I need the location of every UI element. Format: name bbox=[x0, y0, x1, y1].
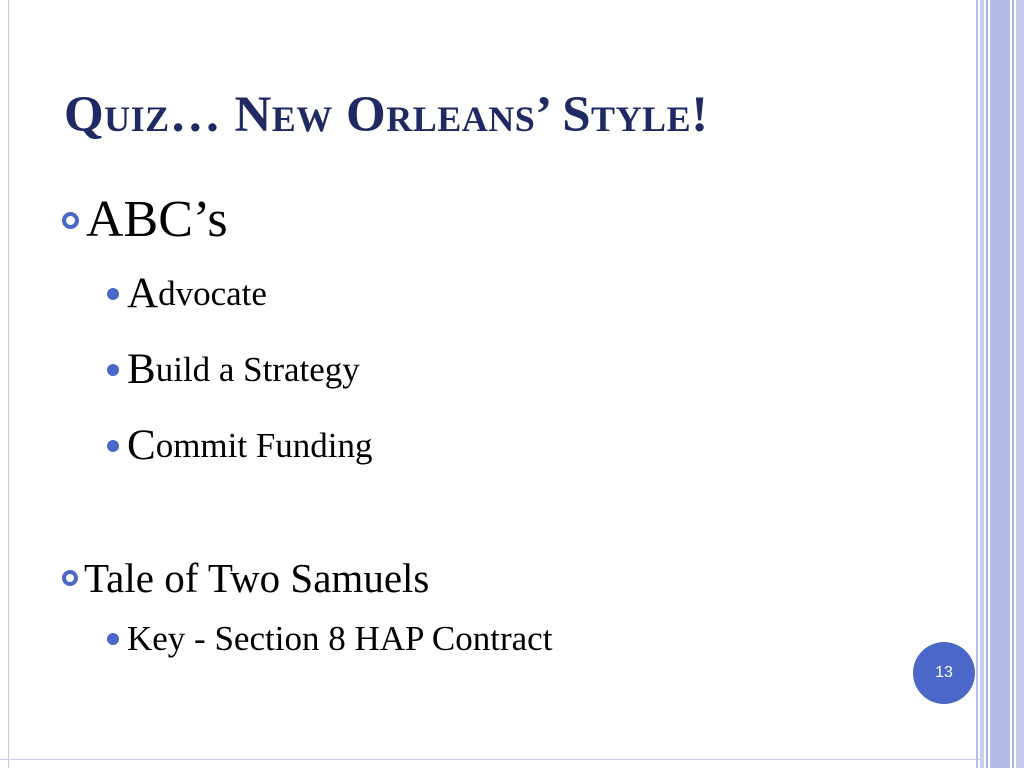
frame-stripe bbox=[1016, 0, 1024, 768]
subbullet-text: dvocate bbox=[158, 274, 267, 313]
subbullet-initial: A bbox=[127, 270, 159, 317]
page-number-badge: 13 bbox=[913, 642, 975, 704]
ring-bullet-icon bbox=[62, 212, 79, 229]
frame-stripe bbox=[986, 0, 988, 768]
slide-title: Quiz… New Orleans’ Style! bbox=[64, 87, 709, 143]
ring-bullet-icon bbox=[62, 570, 78, 586]
left-frame-line bbox=[8, 0, 9, 768]
frame-stripe bbox=[980, 0, 984, 768]
frame-stripe bbox=[1012, 0, 1014, 768]
subbullet-text: ommit Funding bbox=[155, 426, 373, 465]
subbullet-text: uild a Strategy bbox=[155, 350, 360, 389]
subbullet-key-section-8 bbox=[107, 617, 552, 661]
dot-bullet-icon bbox=[107, 288, 119, 300]
dot-bullet-icon bbox=[107, 364, 119, 376]
subbullet-build-strategy bbox=[107, 346, 360, 394]
bullet-abcs bbox=[62, 188, 228, 252]
subbullet-initial: C bbox=[127, 422, 156, 469]
frame-stripe bbox=[990, 0, 1010, 768]
bullet-text: Tale of Two Samuels bbox=[84, 555, 430, 601]
bullet-tale-of-two-samuels bbox=[62, 552, 429, 604]
frame-stripe bbox=[976, 0, 978, 768]
subbullet-advocate bbox=[107, 270, 267, 318]
subbullet-text: Key - Section 8 HAP Contract bbox=[127, 619, 553, 658]
subbullet-commit-funding bbox=[107, 422, 373, 470]
subbullet-initial: B bbox=[127, 346, 156, 393]
bottom-frame-line bbox=[0, 759, 980, 760]
dot-bullet-icon bbox=[107, 440, 119, 452]
right-decorative-frame bbox=[976, 0, 1024, 768]
bullet-text: ABC’s bbox=[86, 191, 228, 248]
dot-bullet-icon bbox=[107, 633, 119, 645]
